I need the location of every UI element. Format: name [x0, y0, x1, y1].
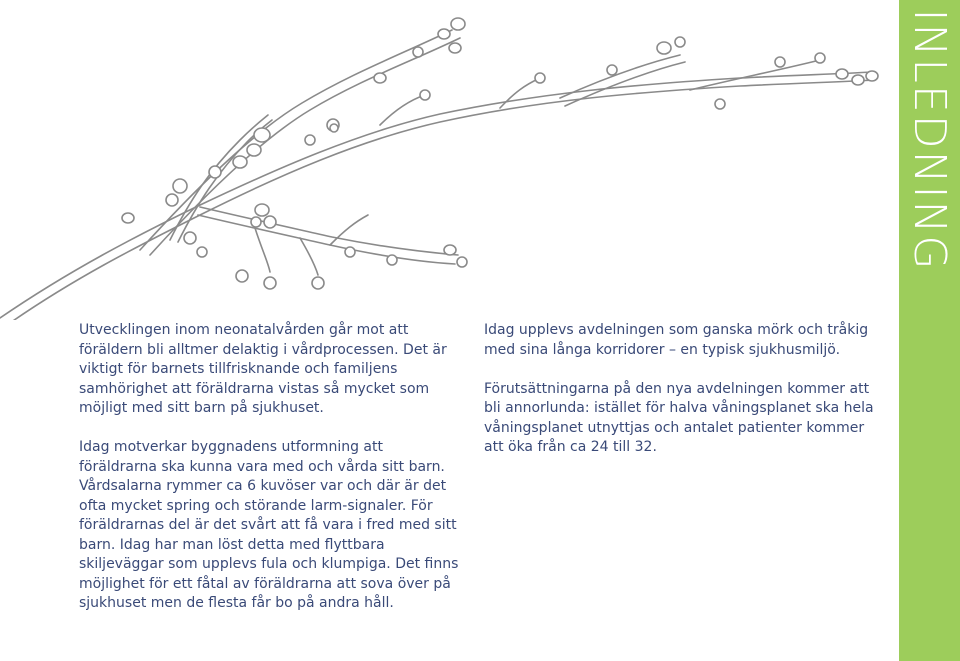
- intro-paragraph: Utvecklingen inom neonatalvården går mot att föräldern bli alltmer delaktig i vårdprocessen. Det är viktigt för barnets tillfrisknande och familjens samhörighet att föräldrarna vistas så mycket som möjligt med sitt barn på sjukhuset.: [79, 322, 447, 416]
- left-text-column: [79, 321, 464, 633]
- section-title: INLEDNING: [904, 8, 955, 272]
- section-tab: [899, 0, 960, 661]
- new-department-paragraph: Förutsättningarna på den nya avdelningen kommer att bli annorlunda: istället för halva våningsplanet ska hela våningsplanet utnyttjas och antalet patienter kommer att öka från ca 24 till 32.: [484, 380, 874, 455]
- right-text-column: [484, 321, 884, 477]
- willow-branch-icon: [0, 0, 900, 320]
- problem-paragraph: Idag motverkar byggnadens utformning att föräldrarna ska kunna vara med och vårda sitt barn. Vårdsalarna rymmer ca 6 kuvöser var och där är det ofta mycket spring och störande larm-signaler. För föräldrarnas del är det svårt att få vara i fred med sitt barn. Idag har man löst detta med flyttbara skiljeväggar som upplevs fula och klumpiga. Det finns möjlighet för ett fåtal av föräldrarna att sova över på sjukhuset men de flesta får bo på andra håll.: [79, 439, 459, 611]
- current-state-paragraph: Idag upplevs avdelningen som ganska mörk och tråkig med sina långa korridorer – en typisk sjukhusmiljö.: [484, 322, 869, 358]
